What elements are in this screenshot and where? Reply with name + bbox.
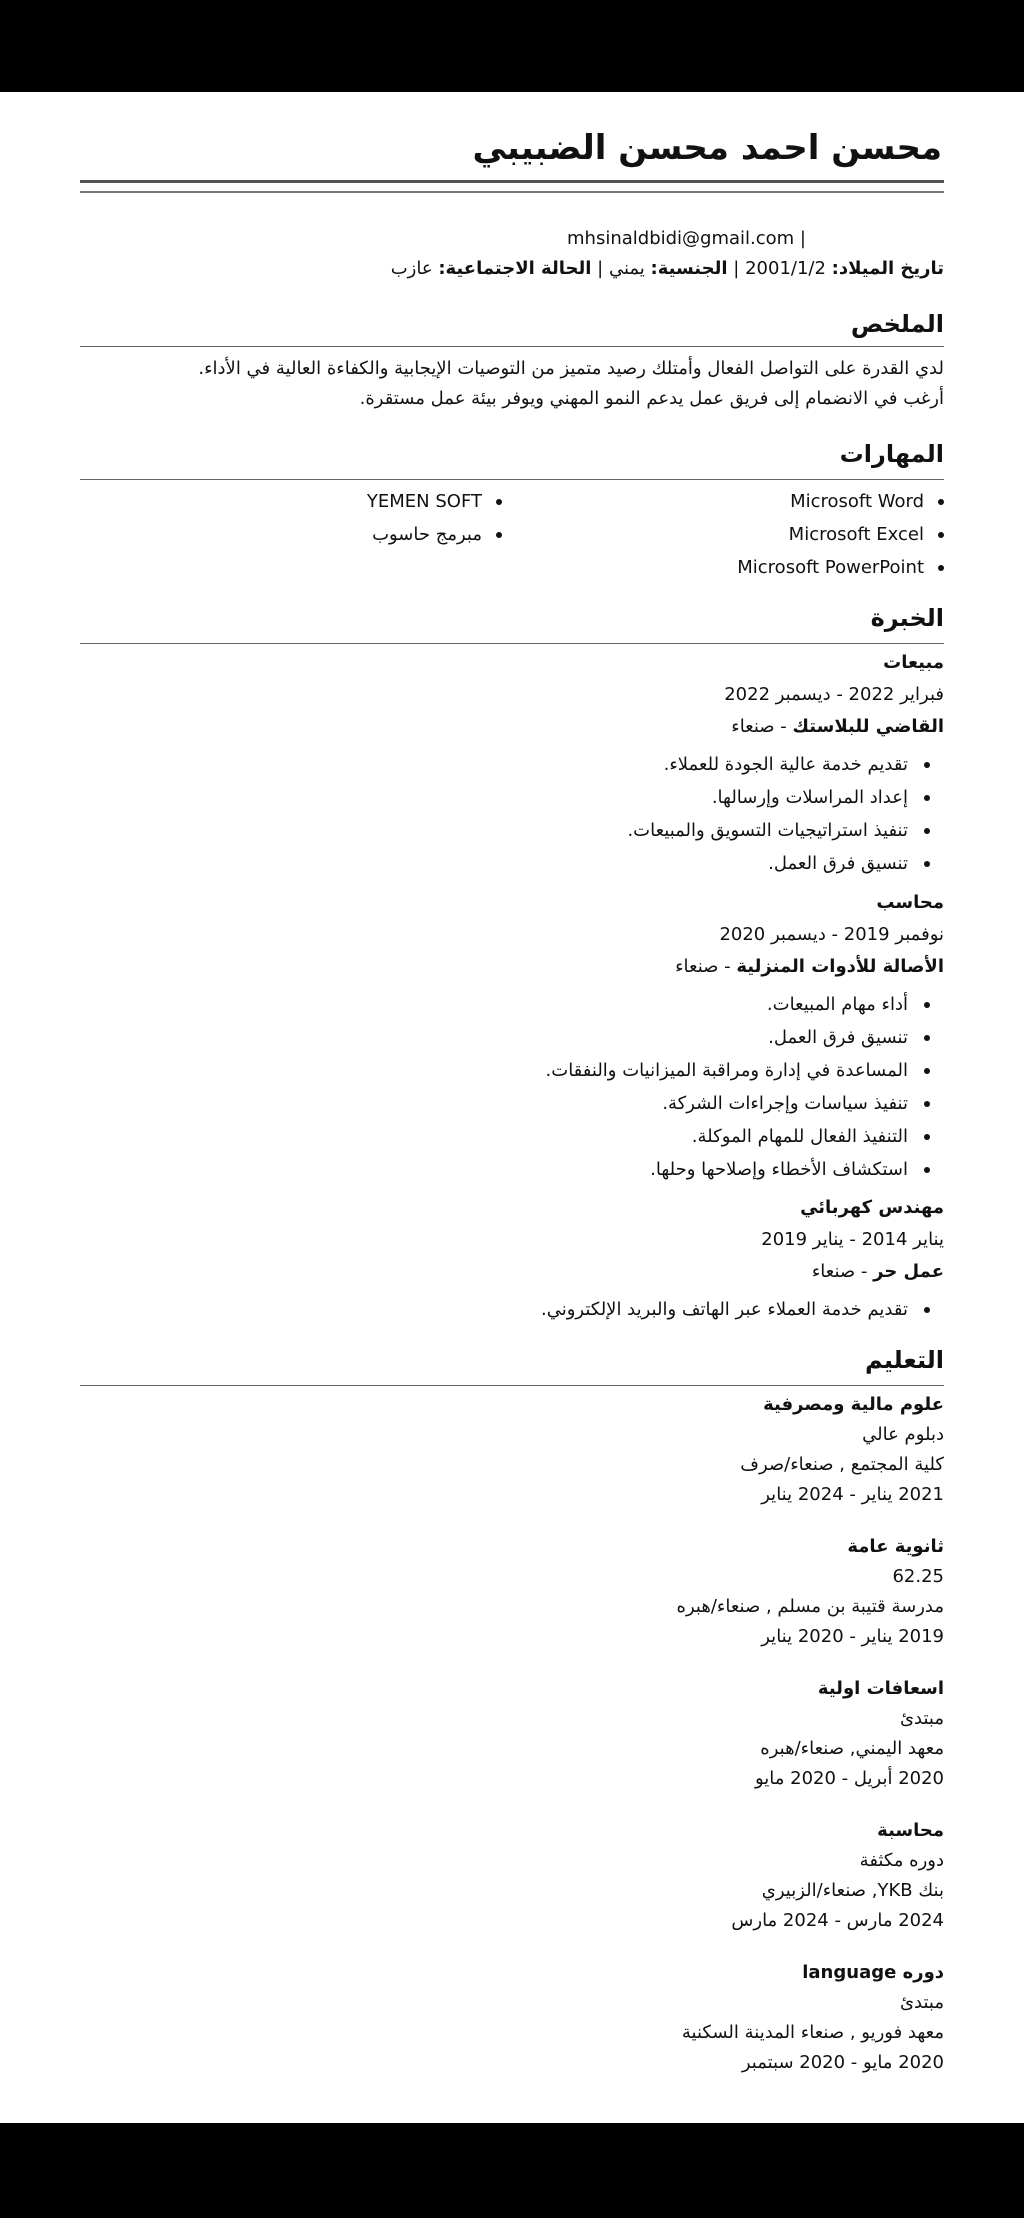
job-company: عمل حر: [873, 1261, 944, 1282]
job-bullets: [541, 1293, 944, 1326]
skills-title: المهارات: [839, 440, 944, 468]
list-item: تنسيق فرق العمل.: [546, 1021, 944, 1054]
job-dates: يناير 2014 - يناير 2019: [761, 1229, 944, 1250]
job-company: الأصالة للأدوات المنزلية: [736, 956, 944, 977]
bullet-icon: [924, 1101, 930, 1107]
skill-item: Microsoft PowerPoint: [737, 552, 944, 584]
job-bullets: [546, 988, 944, 1186]
personal-info: [391, 258, 944, 279]
bullet-icon: [924, 861, 930, 867]
job-company-line: [675, 956, 944, 977]
bullet-icon: [924, 1035, 930, 1041]
nationality-label: الجنسية:: [650, 258, 728, 279]
bullet-icon: [924, 1307, 930, 1313]
education-divider: [80, 1385, 944, 1386]
summary-line-1: لدي القدرة على التواصل الفعال وأمتلك رصيد متميز من التوصيات الإيجابية والكفاءة العالية في الأداء.: [198, 358, 944, 379]
bullet-icon: [496, 532, 502, 538]
job-bullets: [627, 748, 944, 880]
marital-value: عازب: [390, 258, 433, 279]
job-company-line: [812, 1261, 944, 1282]
job-location: - صنعاء: [811, 1261, 868, 1282]
list-item: أداء مهام المبيعات.: [546, 988, 944, 1021]
experience-divider: [80, 643, 944, 644]
education-dates: 2021 يناير - 2024 يناير: [761, 1484, 944, 1505]
skill-item: مبرمج حاسوب: [372, 519, 502, 551]
education-title-item: دوره language: [802, 1962, 944, 1983]
job-dates: نوفمبر 2019 - ديسمبر 2020: [719, 924, 944, 945]
education-dates: 2019 يناير - 2020 يناير: [761, 1626, 944, 1647]
dob-value: 2001/1/2: [745, 258, 826, 279]
education-place: كلية المجتمع , صنعاء/صرف: [740, 1454, 944, 1475]
education-detail: مبتدئ: [899, 1708, 944, 1729]
bullet-icon: [924, 828, 930, 834]
bottom-bar: [0, 2123, 1024, 2218]
list-item: تنفيذ استراتيجيات التسويق والمبيعات.: [627, 814, 944, 847]
bullet-icon: [496, 499, 502, 505]
email-text[interactable]: mhsinaldbidi@gmail.com |: [567, 228, 806, 249]
education-dates: 2020 مايو - 2020 سبتمبر: [741, 2052, 944, 2073]
education-detail: دوره مكثفة: [859, 1850, 944, 1871]
list-item: تنفيذ سياسات وإجراءات الشركة.: [546, 1087, 944, 1120]
info-separator: |: [727, 258, 740, 279]
list-item: المساعدة في إدارة ومراقبة الميزانيات والنفقات.: [546, 1054, 944, 1087]
bullet-icon: [924, 762, 930, 768]
bullet-icon: [938, 565, 944, 571]
skill-item: YEMEN SOFT: [367, 486, 502, 518]
education-title-item: محاسبة: [877, 1820, 944, 1841]
list-item: استكشاف الأخطاء وإصلاحها وحلها.: [546, 1153, 944, 1186]
education-dates: 2020 أبريل - 2020 مايو: [754, 1768, 944, 1789]
education-title-item: علوم مالية ومصرفية: [763, 1394, 944, 1415]
nationality-value: يمني: [608, 258, 645, 279]
education-detail: دبلوم عالي: [862, 1424, 944, 1445]
marital-label: الحالة الاجتماعية:: [438, 258, 592, 279]
education-title-item: ثانوية عامة: [847, 1536, 944, 1557]
summary-line-2: أرغب في الانضمام إلى فريق عمل يدعم النمو المهني ويوفر بيئة عمل مستقرة.: [359, 388, 944, 409]
summary-title: الملخص: [850, 310, 944, 338]
resume-name: محسن احمد محسن الضبيبي: [472, 128, 942, 168]
list-item: تقديم خدمة عالية الجودة للعملاء.: [627, 748, 944, 781]
list-item: تنسيق فرق العمل.: [627, 847, 944, 880]
bullet-icon: [924, 1134, 930, 1140]
experience-title: الخبرة: [870, 604, 944, 632]
education-place: بنك YKB, صنعاء/الزبيري: [761, 1880, 944, 1901]
job-location: - صنعاء: [675, 956, 731, 977]
info-separator: |: [591, 258, 604, 279]
job-title: مهندس كهربائي: [800, 1197, 944, 1218]
job-dates: فبراير 2022 - ديسمبر 2022: [724, 684, 944, 705]
bullet-icon: [924, 1167, 930, 1173]
list-item: إعداد المراسلات وإرسالها.: [627, 781, 944, 814]
bullet-icon: [924, 1002, 930, 1008]
job-company-line: [731, 716, 944, 737]
education-detail: 62.25: [892, 1566, 944, 1587]
header-divider: [80, 180, 944, 193]
job-company: القاضي للبلاستك: [792, 716, 944, 737]
job-location: - صنعاء: [731, 716, 787, 737]
education-place: معهد اليمني, صنعاء/هبره: [760, 1738, 944, 1759]
bullet-icon: [924, 1068, 930, 1074]
bullet-icon: [938, 499, 944, 505]
bullet-icon: [924, 795, 930, 801]
education-dates: 2024 مارس - 2024 مارس: [731, 1910, 944, 1931]
job-title: محاسب: [876, 892, 944, 913]
top-bar: [0, 0, 1024, 92]
education-place: مدرسة قتيبة بن مسلم , صنعاء/هبره: [676, 1596, 944, 1617]
job-title: مبيعات: [883, 652, 944, 673]
list-item: تقديم خدمة العملاء عبر الهاتف والبريد الإلكتروني.: [541, 1293, 944, 1326]
skill-item: Microsoft Excel: [789, 519, 944, 551]
bullet-icon: [938, 532, 944, 538]
education-title: التعليم: [865, 1346, 944, 1374]
resume-page: [0, 92, 1024, 2123]
skill-item: Microsoft Word: [790, 486, 944, 518]
education-place: معهد فوريو , صنعاء المدينة السكنية: [681, 2022, 944, 2043]
dob-label: تاريخ الميلاد:: [831, 258, 944, 279]
list-item: التنفيذ الفعال للمهام الموكلة.: [546, 1120, 944, 1153]
education-title-item: اسعافات اولية: [817, 1678, 944, 1699]
education-detail: مبتدئ: [899, 1992, 944, 2013]
skills-divider: [80, 479, 944, 480]
summary-divider: [80, 346, 944, 347]
summary-text: [80, 354, 944, 414]
